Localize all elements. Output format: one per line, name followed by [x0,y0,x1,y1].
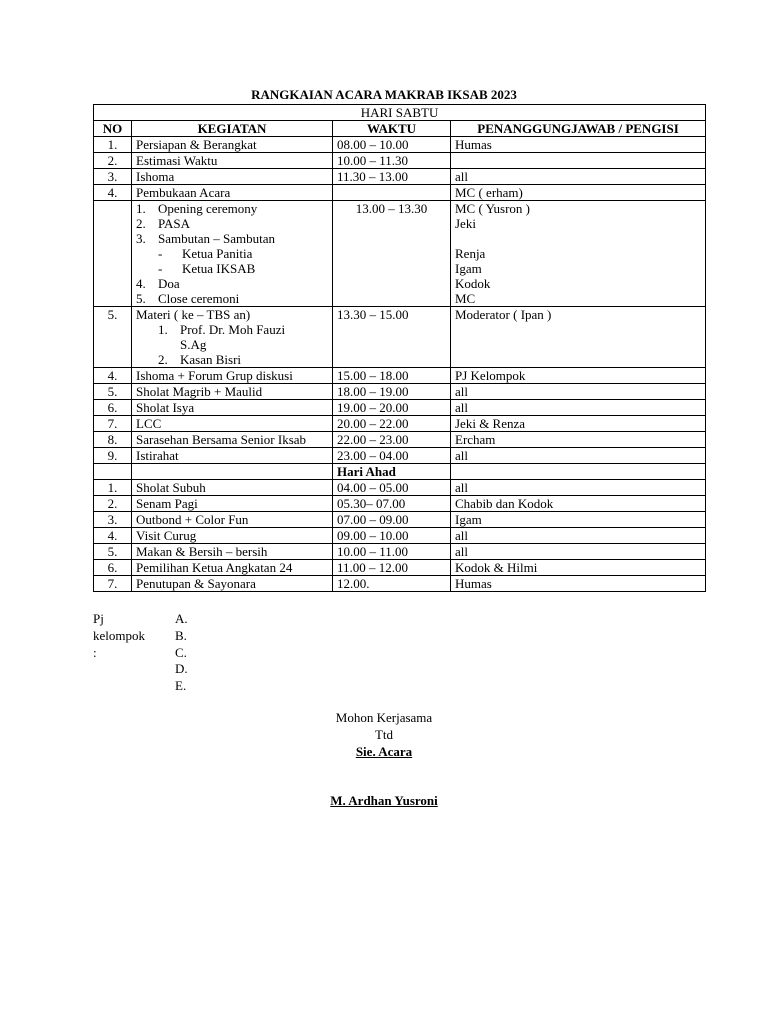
row-kegiatan: Ishoma + Forum Grup diskusi [132,368,333,384]
item-number: 2. [136,216,146,231]
pj-kelompok-letter: C. [175,644,187,660]
table-row-materi [94,307,706,368]
signer-name: M. Ardhan Yusroni [330,793,438,808]
row-kegiatan: Visit Curug [132,528,333,544]
row-waktu: 13.30 – 15.00 [333,307,451,368]
row-pj: all [451,169,706,185]
table-row [94,384,706,400]
row-waktu [333,185,451,201]
row-number: 4. [94,528,132,544]
item-text: Ketua Panitia [182,246,253,261]
col-header-waktu: WAKTU [333,121,451,137]
row-pj: Jeki & Renza [451,416,706,432]
item-text: Close ceremoni [158,291,240,306]
item-pj: MC [455,291,476,306]
item-text: Sambutan – Sambutan [158,231,275,246]
row-kegiatan: Ishoma [132,169,333,185]
row-number: 1. [94,137,132,153]
table-row [94,185,706,201]
row-kegiatan: Persiapan & Berangkat [132,137,333,153]
row-waktu: 09.00 – 10.00 [333,528,451,544]
table-row [94,416,706,432]
item-number: 2. [158,352,168,367]
row-kegiatan: Senam Pagi [132,496,333,512]
day-label-ahad: Hari Ahad [333,464,451,480]
row-pj: all [451,448,706,464]
item-pj [455,231,701,246]
col-header-kegiatan: KEGIATAN [132,121,333,137]
row-pj: Moderator ( Ipan ) [451,307,706,368]
table-row [94,137,706,153]
row-number: 4. [94,368,132,384]
table-row [94,512,706,528]
item-text: Doa [158,276,180,291]
table-row [94,496,706,512]
pj-kelompok-label: Pj kelompok : [93,611,145,660]
row-waktu: 13.00 – 13.30 [333,201,451,307]
speaker-list [136,322,328,367]
list-item [136,261,328,276]
row-pj: all [451,544,706,560]
row-pj: Humas [451,137,706,153]
row-kegiatan [132,201,333,307]
row-number: 4. [94,185,132,201]
row-kegiatan: Pemilihan Ketua Angkatan 24 [132,560,333,576]
table-row [94,544,706,560]
header-row [94,121,706,137]
item-text: PASA [158,216,191,231]
row-waktu: 08.00 – 10.00 [333,137,451,153]
item-pj: Kodok [455,276,491,291]
table-row [94,480,706,496]
pj-kelompok-letter: E. [175,678,187,694]
item-number: 1. [136,201,146,216]
closing-line: Mohon Kerjasama [335,710,433,725]
table-row [94,153,706,169]
item-text: Kasan Bisri [180,352,242,367]
row-number: 2. [94,153,132,169]
row-waktu: 12.00. [333,576,451,592]
row-kegiatan: Outbond + Color Fun [132,512,333,528]
row-kegiatan: Penutupan & Sayonara [132,576,333,592]
list-item [136,246,328,261]
row-waktu: 10.00 – 11.00 [333,544,451,560]
row-pj: Ercham [451,432,706,448]
dash-bullet: - [158,261,163,276]
list-item [136,216,328,231]
row-waktu: 20.00 – 22.00 [333,416,451,432]
row-kegiatan: Sholat Subuh [132,480,333,496]
row-waktu: 04.00 – 05.00 [333,480,451,496]
row-number: 3. [94,512,132,528]
row-number: 5. [94,384,132,400]
dash-bullet: - [158,246,163,261]
row-pj: all [451,400,706,416]
row-number: 7. [94,576,132,592]
row-pj: all [451,480,706,496]
item-number: 1. [158,322,168,337]
row-waktu: 23.00 – 04.00 [333,448,451,464]
item-pj: Igam [455,261,482,276]
table-row [94,368,706,384]
item-text-cont: S.Ag [180,337,207,352]
opening-list [136,201,328,306]
col-header-no: NO [94,121,132,137]
row-pj: Igam [451,512,706,528]
row-waktu: 19.00 – 20.00 [333,400,451,416]
speaker-item [158,322,328,352]
table-row [94,448,706,464]
row-kegiatan: LCC [132,416,333,432]
row-pj: Chabib dan Kodok [451,496,706,512]
item-text: Prof. Dr. Moh Fauzi [180,322,286,337]
item-number: 5. [136,291,146,306]
table-row [94,528,706,544]
col-header-pj: PENANGGUNGJAWAB / PENGISI [451,121,706,137]
day-row [94,464,706,480]
row-kegiatan: Sholat Isya [132,400,333,416]
list-item [136,231,328,246]
schedule-table [93,104,706,592]
row-number: 8. [94,432,132,448]
row-pj [451,201,706,307]
row-waktu: 22.00 – 23.00 [333,432,451,448]
row-kegiatan: Pembukaan Acara [132,185,333,201]
item-pj: MC ( Yusron ) [455,201,530,216]
table-row [94,576,706,592]
row-number: 6. [94,560,132,576]
row-kegiatan: Makan & Bersih – bersih [132,544,333,560]
row-waktu: 18.00 – 19.00 [333,384,451,400]
day-row-empty [451,464,706,480]
row-number: 2. [94,496,132,512]
day-label-sabtu: HARI SABTU [94,105,706,121]
row-pj: Kodok & Hilmi [451,560,706,576]
signature-label: Ttd [374,726,394,742]
speaker-item [158,352,328,367]
row-number: 5. [94,544,132,560]
schedule-body [94,105,706,592]
row-number [94,201,132,307]
day-row-empty [94,464,132,480]
row-kegiatan: Estimasi Waktu [132,153,333,169]
row-waktu: 07.00 – 09.00 [333,512,451,528]
pj-kelompok-letter: A. [175,611,188,626]
materi-title: Materi ( ke – TBS an) [136,307,251,322]
row-pj [451,153,706,169]
row-kegiatan: Sholat Magrib + Maulid [132,384,333,400]
day-row-empty [132,464,333,480]
row-pj: all [451,384,706,400]
day-row [94,105,706,121]
row-waktu: 11.00 – 12.00 [333,560,451,576]
table-row [94,432,706,448]
row-kegiatan: Sarasehan Bersama Senior Iksab [132,432,333,448]
pj-kelompok-letter: B. [175,627,187,643]
signer-role: Sie. Acara [355,743,413,759]
page-title: RANGKAIAN ACARA MAKRAB IKSAB 2023 [251,87,517,102]
row-pj: all [451,528,706,544]
table-row [94,169,706,185]
row-pj: PJ Kelompok [451,368,706,384]
row-number: 3. [94,169,132,185]
item-pj: Jeki [455,216,476,231]
table-row-opening [94,201,706,307]
item-text: Ketua IKSAB [182,261,256,276]
row-pj: MC ( erham) [451,185,706,201]
item-text: Opening ceremony [158,201,258,216]
table-row [94,560,706,576]
row-number: 9. [94,448,132,464]
row-number: 6. [94,400,132,416]
row-waktu: 11.30 – 13.00 [333,169,451,185]
row-waktu: 05.30– 07.00 [333,496,451,512]
table-row [94,400,706,416]
row-number: 5. [94,307,132,368]
item-number: 4. [136,276,146,291]
item-number: 3. [136,231,146,246]
row-pj: Humas [451,576,706,592]
pj-kelompok-letter: D. [175,661,188,677]
row-waktu: 15.00 – 18.00 [333,368,451,384]
row-kegiatan [132,307,333,368]
closing-block [0,710,768,760]
row-waktu: 10.00 – 11.30 [333,153,451,169]
item-pj: Renja [455,246,486,261]
list-item [136,276,328,291]
row-number: 7. [94,416,132,432]
list-item [136,201,328,216]
row-number: 1. [94,480,132,496]
row-kegiatan: Istirahat [132,448,333,464]
list-item [136,291,328,306]
